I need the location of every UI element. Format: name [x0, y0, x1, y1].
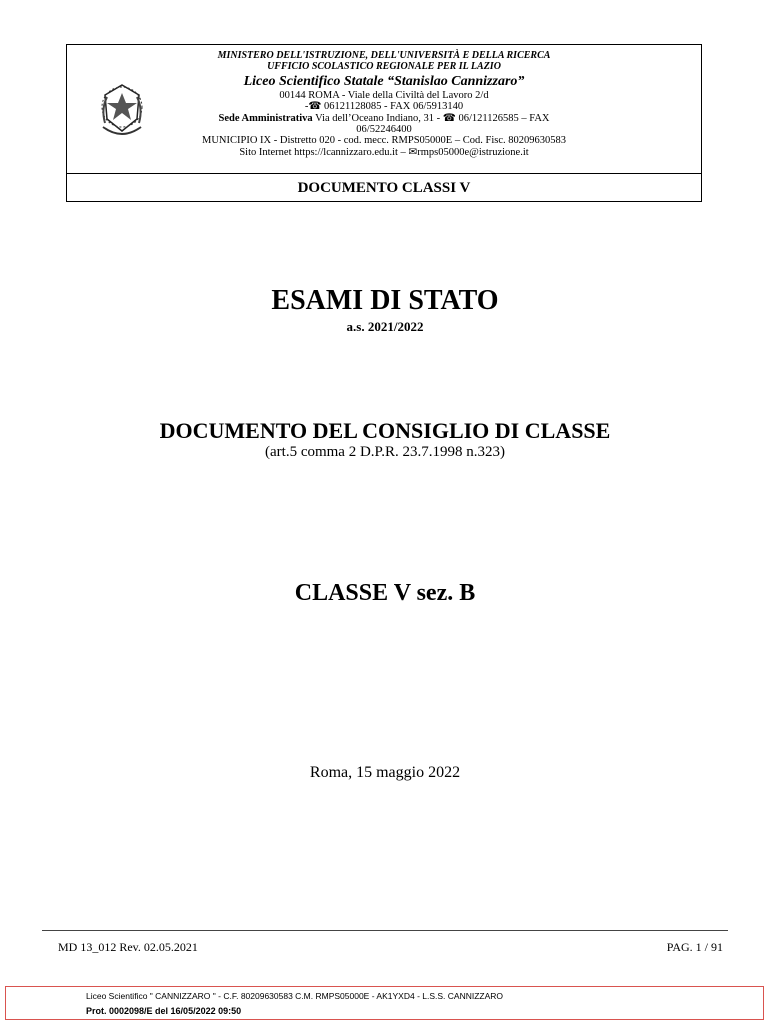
protocol-stamp	[5, 986, 764, 1020]
republic-emblem-icon	[95, 79, 149, 141]
document-heading: DOCUMENTO DEL CONSIGLIO DI CLASSE	[159, 418, 611, 443]
admin-address: Via dell’Oceano Indiano, 31 - ☎ 06/121126585 – FAX	[312, 112, 550, 124]
protocol-number: Prot. 0002098/E del 16/05/2022 09:50	[86, 1006, 242, 1016]
exam-title: ESAMI DI STATO	[271, 285, 499, 316]
website-email[interactable]: Sito Internet https://lcannizzaro.edu.it – ✉rmps05000e@istruzione.it	[239, 146, 529, 158]
document-reference: (art.5 comma 2 D.P.R. 23.7.1998 n.323)	[265, 444, 505, 460]
place-date: Roma, 15 maggio 2022	[309, 764, 461, 781]
page-number: PAG. 1 / 91	[666, 940, 723, 954]
footer-divider	[42, 930, 728, 931]
school-year: a.s. 2021/2022	[346, 319, 424, 334]
revision-code: MD 13_012 Rev. 02.05.2021	[58, 940, 198, 954]
letterhead	[66, 44, 702, 202]
letterhead-top	[67, 45, 701, 174]
municipio-info: MUNICIPIO IX - Distretto 020 - cod. mecc. RMPS05000E – Cod. Fisc. 80209630583	[202, 135, 566, 147]
regional-office: UFFICIO SCOLASTICO REGIONALE PER IL LAZIO	[267, 61, 501, 73]
school-name: Liceo Scientifico Statale “Stanislao Cannizzaro”	[243, 73, 525, 89]
admin-label: Sede Amministrativa	[218, 112, 313, 124]
ministry-name: MINISTERO DELL'ISTRUZIONE, DELL'UNIVERSITÀ E DELLA RICERCA	[217, 50, 551, 61]
document-type-title: DOCUMENTO CLASSI V	[297, 180, 471, 196]
class-label: CLASSE V sez. B	[294, 580, 476, 606]
admin-fax: 06/52246400	[356, 124, 412, 136]
school-address: 00144 ROMA - Viale della Civiltà del Lavoro 2/d	[279, 89, 489, 101]
protocol-school-line: Liceo Scientifico " CANNIZZARO " - C.F. 80209630583 C.M. RMPS05000E - AK1YXD4 - L.S.S. CANNIZZARO	[86, 991, 504, 1001]
school-phone: -☎ 06121128085 - FAX 06/5913140	[304, 101, 464, 113]
admin-office	[167, 113, 601, 124]
letterhead-text	[167, 50, 601, 158]
